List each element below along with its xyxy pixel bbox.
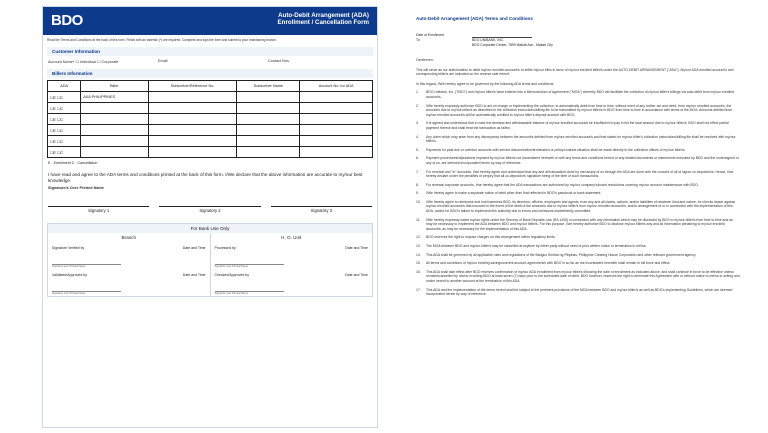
- table-row: ☐E ☐C: [48, 125, 373, 136]
- col-ref: Subscriber/Reference No.: [148, 81, 237, 92]
- terms-item: 13. The MOA between BDO and my/our biller/s may be cancelled at anytime by either party without need of prior written notice or termination to me/us.: [416, 244, 647, 249]
- col-account: Account No. for ADA: [300, 81, 373, 92]
- terms-item: 17. This ADA and the implementation of the terms hereof shall be subject to the pertinent provisions of the MOA between BDO and my/our biller/s as well as BDO's implementing Guidelines, which are deemed incorporated herein by way of reference.: [416, 287, 733, 297]
- terms-item: 15. All terms and conditions of my/our existing savings/current account agreement/s with BDO in so far as not inconsistent herewith shall remain in full force and effect.: [416, 261, 671, 266]
- billers-table: [47, 80, 373, 158]
- signature-row: [43, 206, 377, 213]
- terms-item: 14. This ADA shall be governed by all applicable rules and regulations of the Bangko Sentral ng Pilipinas, Philippine Clearing House Corporation and other relevant government agency.: [416, 252, 697, 257]
- terms-agree: In this regard, I/We hereby agree to be governed by the following ADA terms and conditions:: [416, 81, 555, 86]
- terms-meta: Date of Enrollment To BDO UNIBANK, INC. BDO Corporate Center, 7899 Makati Ave., Makati City: [416, 33, 553, 47]
- terms-item: 6. Payment procedures/stipulations imposed by my/our biller/s not inconsistent herewith or with any terms and conditions hereof or any related documents or instruments executed by BDO and the undersigned or any of us, are deemed incorporated herein by way of reference.: [416, 156, 739, 165]
- signatory-1[interactable]: Signatory 1: [48, 206, 149, 213]
- terms-item: 4. Any claim which may arise from any discrepancy between the amount/s debited from my/our enrolled account/s and that stated on my/our biller's collection instructions/billing file shall be resolved with my/our biller/s.: [416, 134, 736, 144]
- signature-label: Signature/s Over Printed Name: [48, 186, 104, 190]
- ho-unit-column: H. O. Unit Processed by Date and Time Signature over Printed Name Checked/Approved by Date and Time Signature over Printed Name: [210, 233, 373, 296]
- signatory-3[interactable]: Signatory 3: [271, 206, 372, 213]
- enrollment-form-page: [42, 6, 378, 428]
- bank-use-heading: For Bank Use Only: [48, 224, 372, 233]
- table-row: ☐E ☐C: [48, 136, 373, 147]
- table-row: ☐E ☐C: [48, 103, 373, 114]
- customer-info-heading: Customer Information: [47, 47, 373, 56]
- terms-item: 12. BDO reserves the right to impose charges on this arrangement within regulatory limits.: [416, 235, 556, 240]
- col-ada: ADA: [48, 81, 81, 92]
- customer-info-row: [43, 56, 377, 67]
- bank-use-section: [47, 223, 373, 297]
- bdo-logo: BDO: [51, 12, 83, 29]
- contact-field[interactable]: Contact Nos.: [268, 59, 290, 63]
- terms-item: 3. It is agreed and understood that in case the demand and withdrawable balance of my/our enrolled account/s be insufficient to pay in full the total amount due to my/our biller/s, BDO shall not effect partial payment thereof and shall treat the transaction as failed.: [416, 121, 729, 130]
- terms-item: 1. BDO Unibank, Inc. ("BDO") and my/our biller/s have entered into a Memorandum of Agreement ("MOA") whereby BDO will facilitate the collection of my/our biller's billings via auto-debit from my/our enrolled account/s.: [416, 90, 734, 99]
- terms-item: 2. I/We hereby expressly authorize BDO to act on charge or implementing the collection, to automatically debit from time to time, without need of any further act and deed, from my/our enrolled account/s, the amount/s due to my/our biller/s as described in the collection instructions/billing file to be transmitted by my/our biller/s to BDO from time to time in accordance with terms of the MOA. Amounts debited from my/our enrolled account/s will be automatically credited to my/our biller's deposit account with BDO.: [416, 103, 733, 117]
- declaration-text: I have read and agree to the ADA terms and conditions printed at the back of this form. I/We declare that the above information are accurate to my/our best knowledge.: [48, 172, 363, 183]
- form-instructions: Read the Terms and Conditions at the back of this form. Fields with an asterisk (*) are required. Complete and sign the form and submit to your maintaining branch.: [47, 38, 277, 42]
- ada-legend: E - Enrollment C - Cancellation: [48, 161, 98, 165]
- terms-item: 8. For renewal corporate accounts, I/we hereby agree that the ADA transactions are authorized by my/our company's/board resolutions covering my/our account maintenance with BDO.: [416, 182, 699, 187]
- terms-list: [416, 90, 740, 296]
- account-name-field[interactable]: Account Name* ☐ Individual ☐ Corporate: [48, 60, 119, 64]
- salutation: Gentlemen:: [416, 58, 434, 62]
- branch-column: Branch Signature Verified by Date and Time Signature over Printed Name Validated/Approved by Date and Time Signature over Printed Name: [52, 235, 206, 295]
- table-row: ☐E ☐C: [48, 147, 373, 158]
- col-biller: Biller: [81, 81, 148, 92]
- terms-page: [416, 10, 740, 428]
- email-field[interactable]: Email: [158, 59, 168, 63]
- form-title: Auto-Debit Arrangement (ADA) Enrollment / Cancellation Form: [277, 12, 369, 26]
- terms-item: 9. I/We hereby agree to make a separate notice of debit other than that reflected in BDO's passbook or bank statement.: [416, 191, 602, 196]
- col-subscriber: Subscriber Name: [237, 81, 300, 92]
- terms-item: 7. For renewal and "in" accounts, I/we hereby agree and understand that any and all transaction done by me/us/any of us through the ADA are done with the consent of all of signor co-depositor/s. Hence, I/we hereby declare under the penalties of perjury that all co-depositors' signature being of the time of such transactions.: [416, 169, 734, 179]
- terms-item: 16. This ADA shall take effect after BDO receives confirmation of my/our ADA enrollment from my/our biller/s following the date of enrollment as indicated above, and shall continue in force to be effective unless revoked/cancelled by me/us in writing BDO at least seven (7) days prior to the scheduled date of debit. BDO however, reserves the right to terminate this Agreement with or without notice to me/us in writing and notice hereof to another account at the termination of this ADA.: [416, 269, 740, 283]
- terms-item: 11. I/We hereby expressly waive my/our rights under the Secrecy of Bank Deposits Law (RA 1405) in connection with any information which may be disclosed by BDO to my/our biller/s from time to time and as may be necessary to implement the ADA between BDO and my/our biller/s. For this purpose, I/we hereby authorize BDO to disclose my/our biller/s any and all information pertaining to my/our enrolled account/s, as may be necessary for the implementation of this ADA.: [416, 217, 733, 231]
- form-header: [43, 7, 377, 35]
- terms-title: Auto-Debit Arrangement (ADA) Terms and Conditions: [416, 16, 533, 21]
- billers-info-heading: Billers Information: [47, 69, 373, 78]
- terms-intro: This will serve as our authorization to debit my/our enrolled account/s to settle my/our bill/s in favor of my/our enrolled biller/s under the AUTO-DEBIT ARRANGEMENT ("ADA"). My/our ADA enrolled account/s and corresponding biller/s are indicated on the reverse side hereof.: [416, 67, 734, 77]
- table-row: ☐E ☐C AXA PHILIPPINES: [48, 92, 373, 103]
- terms-item: 5. Payments for past due or overdue accounts with service disconnection/termination or policy/contract situation shall be made directly to the collection offices of my/our biller/s.: [416, 147, 686, 152]
- signatory-2[interactable]: Signatory 2: [159, 206, 260, 213]
- table-row: ☐E ☐C: [48, 114, 373, 125]
- terms-item: 10. I/We hereby agree to reimburse and hold harmless BDO, its directors, officers, employees and agents, from any and all claims, actions, and/or liabilities of whatever kind and nature, for checks drawn against my/our enrolled account/s that bounced in the event of the debit of the amount/s due to my/our biller/s from my/our enrolled account/s, and/or arrangement of or in connection with the implementation of this ADA, and/or for BDO's failure to implement this authority due to errors and omissions inadvertently committed.: [416, 199, 736, 214]
